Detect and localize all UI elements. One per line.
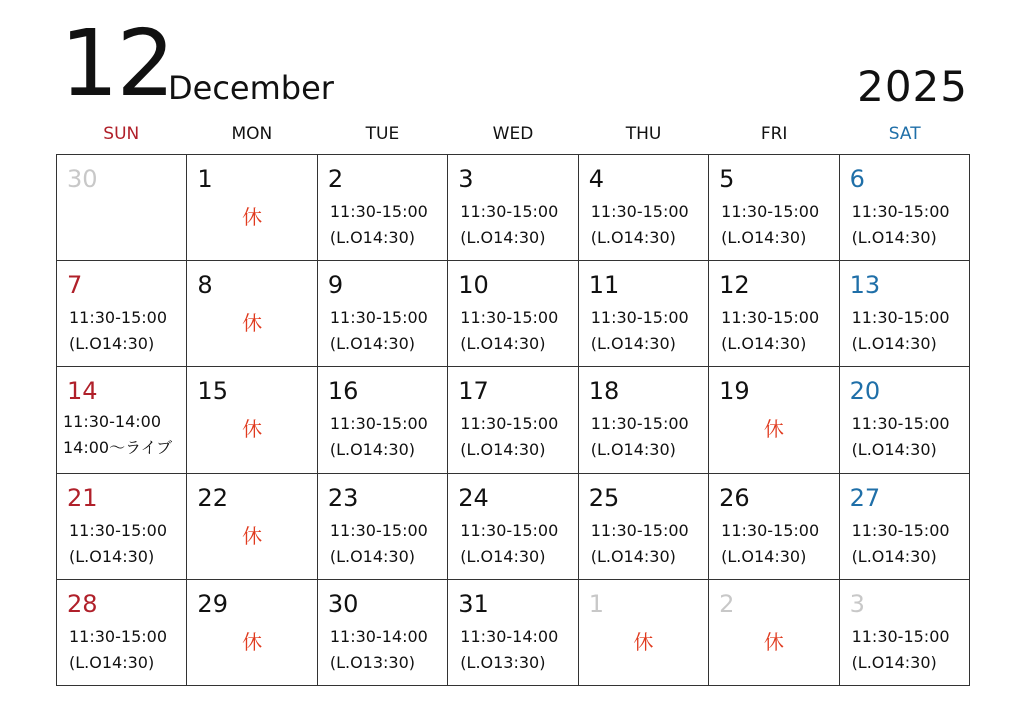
opening-hours	[69, 624, 167, 676]
closed-mark: 休	[242, 205, 263, 229]
last-order-line: (L.O14:30)	[329, 334, 416, 354]
opening-hours	[721, 199, 819, 251]
hours-line: 11:30-14:00	[63, 412, 161, 432]
opening-hours	[63, 409, 172, 461]
opening-hours	[591, 305, 689, 357]
last-order-line: (L.O14:30)	[460, 228, 546, 247]
last-order-line: (L.O14:30)	[329, 228, 416, 247]
opening-hours	[330, 518, 428, 570]
hours-line: 11:30-15:00	[590, 520, 689, 540]
last-order-line: (L.O14:30)	[590, 228, 676, 247]
opening-hours	[69, 518, 167, 570]
last-order-line: (L.O14:30)	[329, 546, 416, 566]
opening-hours	[460, 199, 558, 251]
day-cell	[709, 155, 839, 261]
day-cell	[57, 474, 187, 580]
day-number: 3	[458, 165, 474, 193]
day-number: 4	[588, 165, 604, 193]
opening-hours	[852, 199, 950, 251]
hours-line: 11:30-15:00	[590, 308, 689, 328]
last-order-line: (L.O14:30)	[590, 440, 676, 460]
closed-mark: 休	[242, 523, 263, 548]
day-number: 24	[458, 483, 489, 512]
day-cell	[579, 367, 709, 473]
day-number: 2	[719, 589, 735, 618]
day-cell	[187, 155, 317, 261]
last-order-line: (L.O14:30)	[590, 546, 676, 566]
day-cell	[187, 580, 317, 686]
day-number: 17	[458, 377, 489, 406]
day-cell	[318, 367, 448, 473]
last-order-line: (L.O14:30)	[721, 546, 807, 566]
day-number: 28	[67, 589, 98, 618]
day-number: 30	[327, 589, 359, 618]
hours-line: 11:30-15:00	[329, 308, 428, 328]
opening-hours	[330, 411, 428, 463]
last-order-line: (L.O14:30)	[69, 546, 155, 566]
day-number: 3	[849, 589, 865, 618]
hours-line: 11:30-15:00	[460, 414, 559, 434]
day-cell	[318, 261, 448, 367]
day-cell	[448, 367, 578, 473]
day-number: 19	[719, 377, 750, 406]
weekday-wed: WED	[492, 124, 534, 144]
last-order-line: (L.O14:30)	[851, 652, 937, 672]
day-cell	[840, 580, 970, 686]
closed-mark: 休	[763, 417, 784, 442]
last-order-line: (L.O14:30)	[460, 546, 546, 566]
opening-hours	[460, 518, 558, 570]
day-number: 12	[719, 271, 750, 300]
hours-line: 11:30-15:00	[851, 414, 950, 434]
hours-line: 11:30-15:00	[721, 520, 820, 540]
day-cell	[318, 474, 448, 580]
hours-line: 11:30-15:00	[69, 308, 167, 328]
opening-hours	[852, 624, 950, 676]
last-order-line: (L.O14:30)	[460, 440, 546, 460]
day-cell	[579, 580, 709, 686]
day-cell	[318, 155, 448, 261]
weekday-header	[56, 120, 970, 148]
day-number: 15	[197, 377, 228, 406]
hours-line: 11:30-14:00	[460, 626, 559, 646]
day-cell	[579, 474, 709, 580]
opening-hours	[330, 624, 428, 676]
day-number: 27	[849, 483, 881, 512]
closed-mark: 休	[242, 417, 263, 442]
day-number: 16	[327, 377, 359, 406]
closed-mark: 休	[242, 629, 263, 654]
calendar-grid	[56, 154, 970, 686]
hours-line: 11:30-15:00	[460, 308, 559, 328]
opening-hours	[330, 305, 428, 357]
last-order-line: (L.O14:30)	[851, 228, 937, 247]
last-order-line: (L.O14:30)	[590, 334, 676, 354]
last-order-line: (L.O14:30)	[721, 228, 807, 247]
hours-line: 11:30-15:00	[329, 202, 428, 221]
last-order-line: (L.O14:30)	[460, 334, 546, 354]
last-order-line: (L.O13:30)	[329, 652, 416, 672]
opening-hours	[591, 518, 689, 570]
last-order-line: (L.O14:30)	[851, 546, 937, 566]
opening-hours	[330, 199, 428, 251]
day-cell	[187, 261, 317, 367]
day-cell	[709, 580, 839, 686]
opening-hours	[69, 305, 167, 357]
day-number: 5	[719, 165, 735, 193]
day-cell	[840, 367, 970, 473]
opening-hours	[460, 624, 558, 676]
hours-line: 11:30-15:00	[721, 202, 820, 221]
day-number: 6	[849, 165, 865, 193]
day-number: 31	[458, 589, 489, 618]
month-number: 12	[60, 10, 174, 117]
closed-mark: 休	[763, 629, 784, 654]
month-name: December	[168, 69, 334, 107]
day-cell	[709, 474, 839, 580]
last-order-line: (L.O14:30)	[851, 334, 937, 354]
day-number: 30	[67, 165, 98, 193]
day-cell	[448, 155, 578, 261]
hours-line: 11:30-15:00	[721, 308, 820, 328]
hours-line: 11:30-15:00	[851, 308, 950, 328]
day-number: 21	[67, 483, 98, 512]
weekday-mon: MON	[231, 124, 273, 144]
last-order-line: (L.O13:30)	[460, 652, 546, 672]
day-cell	[840, 261, 970, 367]
weekday-sun: SUN	[103, 124, 140, 144]
hours-line: 11:30-15:00	[851, 202, 950, 221]
day-cell	[709, 367, 839, 473]
last-order-line: (L.O14:30)	[69, 334, 155, 354]
day-number: 23	[327, 483, 359, 512]
hours-line: 11:30-15:00	[590, 202, 689, 221]
hours-line: 11:30-15:00	[329, 414, 428, 434]
opening-hours	[591, 411, 689, 463]
day-number: 7	[67, 271, 83, 300]
last-order-line: (L.O14:30)	[69, 652, 155, 672]
day-cell	[57, 367, 187, 473]
day-cell	[448, 261, 578, 367]
hours-line: 11:30-15:00	[590, 414, 689, 434]
closed-mark: 休	[633, 629, 654, 654]
day-cell	[187, 367, 317, 473]
day-number: 2	[327, 165, 344, 193]
day-number: 1	[197, 165, 213, 193]
day-cell	[448, 474, 578, 580]
day-cell	[187, 474, 317, 580]
weekday-sat: SAT	[888, 124, 921, 144]
last-order-line: 14:00～ライブ	[63, 438, 173, 458]
day-cell	[709, 261, 839, 367]
day-cell	[448, 580, 578, 686]
day-number: 13	[849, 271, 881, 300]
day-number: 8	[197, 271, 213, 300]
day-number: 22	[197, 483, 228, 512]
opening-hours	[721, 305, 819, 357]
day-number: 29	[197, 589, 228, 618]
year-label: 2025	[857, 62, 968, 111]
opening-hours	[852, 518, 950, 570]
hours-line: 11:30-15:00	[460, 520, 559, 540]
day-number: 10	[458, 271, 489, 300]
day-number: 14	[67, 377, 98, 406]
last-order-line: (L.O14:30)	[329, 440, 416, 460]
day-number: 9	[327, 271, 344, 300]
day-cell	[57, 580, 187, 686]
hours-line: 11:30-15:00	[69, 520, 167, 540]
opening-hours	[852, 305, 950, 357]
day-cell	[579, 155, 709, 261]
opening-hours	[591, 199, 689, 251]
day-number: 26	[719, 483, 750, 512]
last-order-line: (L.O14:30)	[851, 440, 937, 460]
opening-hours	[721, 518, 819, 570]
opening-hours	[460, 411, 558, 463]
last-order-line: (L.O14:30)	[721, 334, 807, 354]
hours-line: 11:30-15:00	[69, 626, 167, 646]
day-number: 11	[588, 271, 620, 300]
hours-line: 11:30-15:00	[851, 626, 950, 646]
opening-hours	[852, 411, 950, 463]
day-cell	[318, 580, 448, 686]
day-number: 20	[849, 377, 881, 406]
day-cell	[840, 474, 970, 580]
day-number: 25	[588, 483, 620, 512]
opening-hours	[460, 305, 558, 357]
weekday-thu: THU	[625, 124, 662, 144]
day-cell	[57, 261, 187, 367]
day-cell	[579, 261, 709, 367]
day-cell	[57, 155, 187, 261]
hours-line: 11:30-15:00	[460, 202, 559, 221]
weekday-tue: TUE	[365, 124, 400, 144]
day-number: 1	[588, 589, 604, 618]
hours-line: 11:30-15:00	[329, 520, 428, 540]
hours-line: 11:30-14:00	[329, 626, 428, 646]
day-number: 18	[588, 377, 620, 406]
closed-mark: 休	[242, 311, 263, 336]
day-cell	[840, 155, 970, 261]
hours-line: 11:30-15:00	[851, 520, 950, 540]
weekday-fri: FRI	[760, 124, 788, 144]
